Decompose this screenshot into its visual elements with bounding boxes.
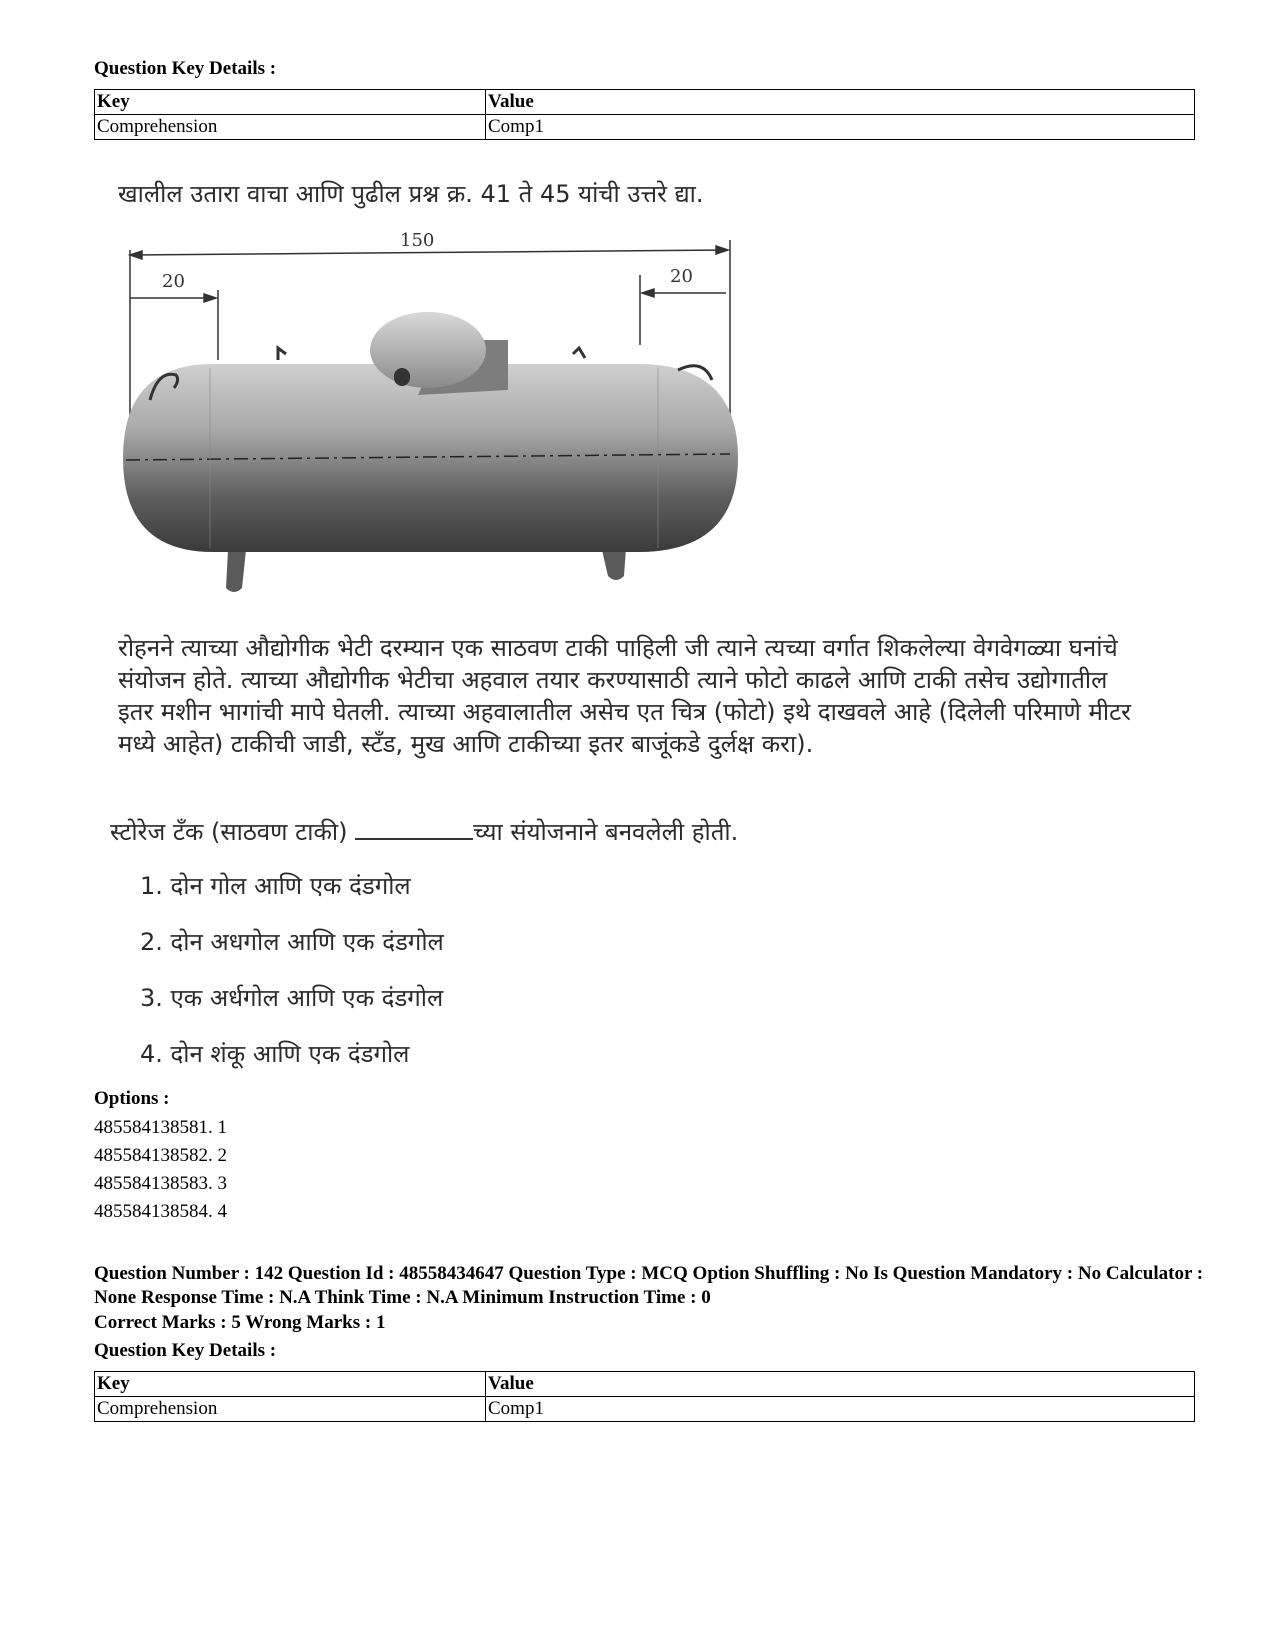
tank-leg-left — [226, 550, 246, 592]
question-meta: Question Number : 142 Question Id : 48558434647 Question Type : MCQ Option Shuffling : No Is Question Mandatory : No Calculator : None Response Time : N.A Think Time : N.A Minimum Instruction Time : 0 — [94, 1263, 1204, 1308]
option-item: 485584138581. 1 — [94, 1117, 227, 1138]
instruction-text: खालील उतारा वाचा आणि पुढील प्रश्न क्र. 41 ते 45 यांची उत्तरे द्या. — [118, 180, 704, 208]
choice-3: 3. एक अर्धगोल आणि एक दंडगोल — [140, 984, 444, 1012]
passage-line: संयोजन होते. त्याच्या औद्योगीक भेटीचा अहवाल तयार करण्यासाठी त्याने फोटो काढले आणि टाकी तसेच उद्योगातील — [118, 666, 1108, 694]
comprehension-passage — [118, 632, 1178, 760]
tank-hook-left — [278, 348, 286, 360]
option-item: 485584138583. 3 — [94, 1173, 227, 1194]
key-details-table-2 — [94, 1371, 1195, 1422]
option-item: 485584138582. 2 — [94, 1145, 227, 1166]
tank-hook-right — [573, 348, 585, 358]
passage-line: मध्ये आहेत) टाकीची जाडी, स्टँड, मुख आणि टाकीच्या इतर बाजूंकडे दुर्लक्ष करा). — [118, 730, 814, 758]
col-key-header: Key — [95, 90, 486, 115]
choice-4: 4. दोन शंकू आणि एक दंडगोल — [140, 1040, 410, 1068]
key-details-heading: Question Key Details : — [94, 58, 277, 79]
passage-line: रोहनने त्याच्या औद्योगीक भेटी दरम्यान एक साठवण टाकी पाहिली जी त्याने त्यच्या वर्गात शिकलेल्या वेगवेगळ्या घनांचे — [118, 634, 1118, 662]
col-value-header: Value — [486, 1372, 1195, 1397]
option-item: 485584138584. 4 — [94, 1201, 227, 1222]
key-details-table — [94, 89, 1195, 140]
dimension-total: 150 — [400, 230, 435, 251]
table-row — [95, 115, 1195, 140]
row-key: Comprehension — [95, 1397, 486, 1422]
dome-opening — [394, 368, 410, 386]
row-key: Comprehension — [95, 115, 486, 140]
question-stem — [110, 815, 738, 848]
key-details-heading-2: Question Key Details : — [94, 1340, 277, 1361]
choice-2: 2. दोन अधगोल आणि एक दंडगोल — [140, 928, 444, 956]
storage-tank-figure — [118, 230, 768, 615]
stem-blank — [355, 816, 473, 840]
col-value-header: Value — [486, 90, 1195, 115]
row-value: Comp1 — [486, 115, 1195, 140]
stem-after: च्या संयोजनाने बनवलेली होती. — [473, 818, 739, 846]
col-key-header: Key — [95, 1372, 486, 1397]
tank-dome — [370, 312, 486, 388]
marks-line: Correct Marks : 5 Wrong Marks : 1 — [94, 1312, 386, 1333]
options-list — [94, 1114, 227, 1226]
options-heading: Options : — [94, 1088, 170, 1109]
table-row — [95, 1397, 1195, 1422]
choice-1: 1. दोन गोल आणि एक दंडगोल — [140, 872, 411, 900]
stem-before: स्टोरेज टँक (साठवण टाकी) — [110, 818, 348, 846]
dimension-right-cap: 20 — [670, 266, 693, 287]
dimension-left-cap: 20 — [162, 271, 185, 292]
passage-line: इतर मशीन भागांची मापे घेतली. त्याच्या अहवालातील असेच एत चित्र (फोटो) इथे दाखवले आहे (दिलेली परिमाणे मीटर — [118, 698, 1131, 726]
tank-leg-right — [602, 548, 626, 580]
table-header-row — [95, 1372, 1195, 1397]
table-header-row — [95, 90, 1195, 115]
row-value: Comp1 — [486, 1397, 1195, 1422]
